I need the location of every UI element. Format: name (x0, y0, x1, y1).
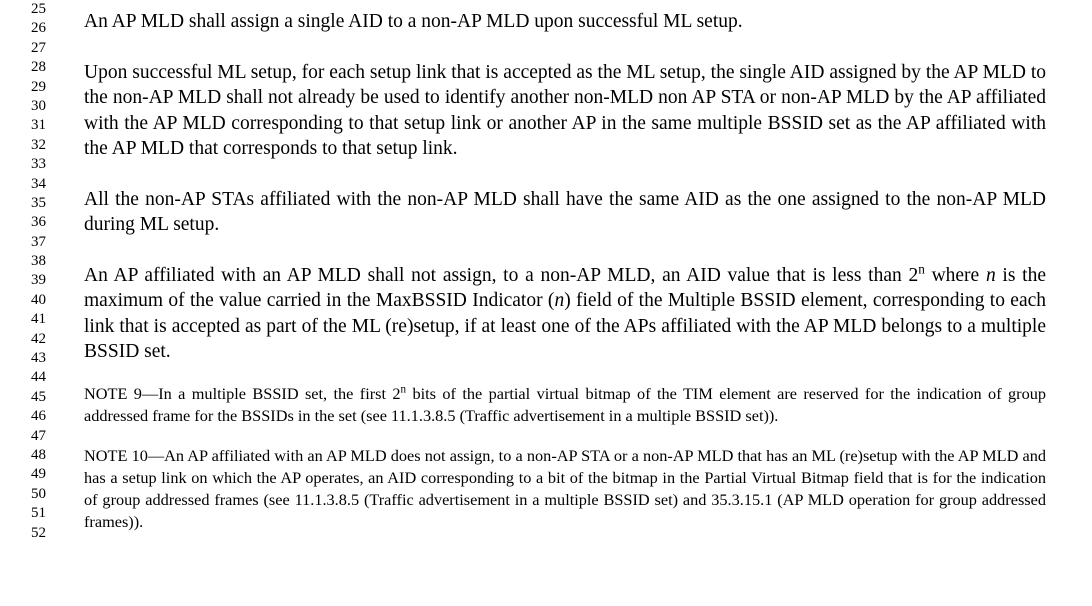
line-number: 51 (31, 505, 46, 522)
line-number: 44 (31, 369, 46, 386)
paragraph-aid-value-limit (84, 263, 1046, 365)
superscript-n: n (400, 383, 407, 396)
text-fragment: An AP affiliated with an AP MLD shall not assign, to a non-AP MLD, an AID value that is less than 2 (84, 264, 919, 286)
line-number-gutter (0, 0, 46, 543)
italic-n: n (985, 264, 996, 286)
text-fragment: bits of the partial virtual bitmap of the TIM element are reserved for the indication of group addressed frame for the BSSIDs in the set (see 11.1.3.8.5 (Traffic advertisement in a multiple BSSID set)). (84, 383, 1046, 425)
line-number: 32 (31, 136, 46, 153)
line-number: 43 (31, 350, 46, 367)
line-number: 48 (31, 446, 46, 463)
line-number: 36 (31, 214, 46, 231)
line-number: 40 (31, 291, 46, 308)
line-number: 27 (31, 39, 46, 56)
line-number: 35 (31, 194, 46, 211)
line-number: 52 (31, 524, 46, 541)
line-number: 42 (31, 330, 46, 347)
line-number: 30 (31, 97, 46, 114)
document-body (84, 0, 1046, 533)
text-fragment: NOTE 9—In a multiple BSSID set, the first 2 (84, 383, 401, 403)
line-number: 38 (31, 253, 46, 270)
line-number: 41 (31, 311, 46, 328)
line-number: 26 (31, 20, 46, 37)
line-number: 28 (31, 59, 46, 76)
line-number: 46 (31, 408, 46, 425)
paragraph-ml-setup-uniqueness: Upon successful ML setup, for each setup link that is accepted as the ML setup, the single AID assigned by the AP MLD to the non-AP MLD shall not already be used to identify another non-MLD non AP STA or non-AP MLD by the AP affiliated with the AP MLD corresponding to that setup link or another AP in the same multiple BSSID set as the AP affiliated with the AP MLD that corresponds to that setup link. (84, 61, 1046, 159)
paragraph-aid-assignment: An AP MLD shall assign a single AID to a non-AP MLD upon successful ML setup. (84, 11, 743, 32)
line-number: 39 (31, 272, 46, 289)
line-number: 47 (31, 427, 46, 444)
paragraph-same-aid: All the non-AP STAs affiliated with the non-AP MLD shall have the same AID as the one assigned to the non-AP MLD during ML setup. (84, 188, 1046, 235)
line-number: 29 (31, 78, 46, 95)
line-number: 25 (31, 1, 46, 17)
note-10: NOTE 10—An AP affiliated with an AP MLD does not assign, to a non-AP STA or a non-AP MLD that has an ML (re)setup with the AP MLD and has a setup link on which the AP operates, an AID corresponding to a bit of the bitmap in the Partial Virtual Bitmap field that is for the indication of group addressed frames (see 11.1.3.8.5 (Traffic advertisement in a multiple BSSID set) and 35.3.15.1 (AP MLD operation for group addressed frames)). (84, 445, 1046, 531)
text-fragment: is the maximum of the value carried in the MaxBSSID Indicator ( (84, 264, 1046, 311)
superscript-n: n (918, 261, 925, 276)
note-9 (84, 383, 1046, 427)
line-number: 49 (31, 466, 46, 483)
line-number: 31 (31, 117, 46, 134)
line-number: 50 (31, 485, 46, 502)
line-number: 33 (31, 156, 46, 173)
text-fragment: where (924, 264, 986, 286)
text-fragment: ) field of the Multiple BSSID element, corresponding to each link that is accepted as part of the ML (re)setup, if at least one of the APs affiliated with the AP MLD belongs to a multiple BSSID set. (84, 290, 1047, 362)
line-number: 34 (31, 175, 46, 192)
italic-n: n (554, 290, 565, 311)
line-number: 45 (31, 388, 46, 405)
line-number: 37 (31, 233, 46, 250)
